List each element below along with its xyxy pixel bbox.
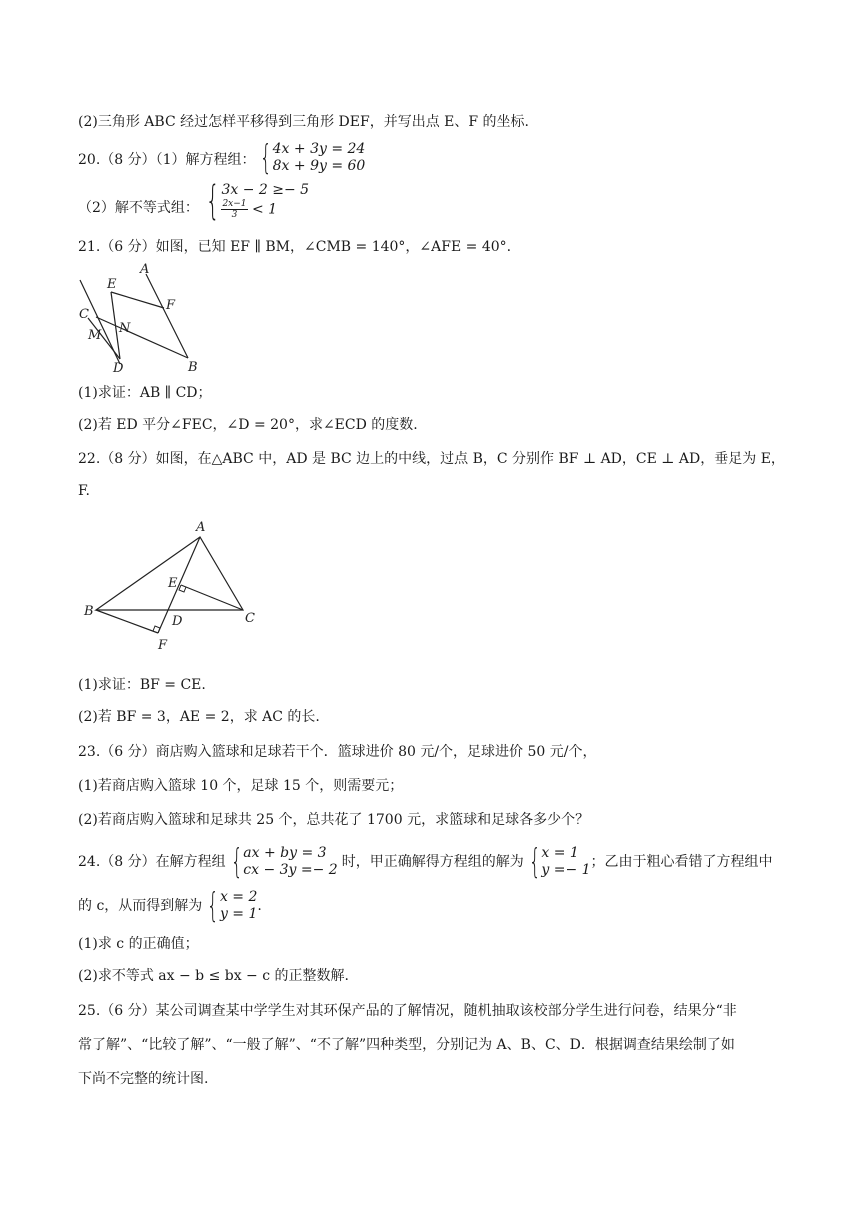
- q24-eq2: cx − 3y =− 2: [243, 862, 338, 878]
- q20-ineq1: 3x − 2 ≥− 5: [221, 182, 310, 198]
- label-D: D: [172, 614, 183, 629]
- q23-1: (1)若商店购入篮球 10 个，足球 15 个，则需要元；: [78, 778, 404, 794]
- label-D: D: [113, 361, 124, 374]
- label-B: B: [188, 360, 198, 374]
- q22-cont: F.: [78, 483, 90, 499]
- label-A: A: [196, 520, 206, 535]
- label-B: B: [84, 604, 94, 619]
- q22-2: (2)若 BF = 3，AE = 2，求 AC 的长.: [78, 709, 320, 725]
- q24-1: (1)求 c 的正确值；: [78, 936, 199, 952]
- q24-line1: [78, 842, 773, 882]
- q20-lead: 20.（8 分）（1）解方程组：: [78, 152, 256, 168]
- line-19-2: (2)三角形 ABC 经过怎样平移得到三角形 DEF，并写出点 E、F 的坐标.: [78, 114, 529, 130]
- q24-tail: ；乙由于粗心看错了方程组中: [590, 854, 773, 870]
- figure-21: [76, 262, 216, 374]
- label-C: C: [79, 307, 89, 322]
- q21-1: (1)求证：AB ∥ CD；: [78, 385, 212, 401]
- q24-sol1a: x = 1: [541, 845, 579, 861]
- q24-line2: [78, 886, 262, 926]
- label-C: C: [245, 611, 255, 626]
- brace: {: [528, 842, 541, 882]
- brace: {: [230, 842, 243, 882]
- q24-sol1b: y =− 1: [541, 862, 591, 878]
- label-E: E: [107, 277, 117, 292]
- q25-cont1: 常了解”、“比较了解”、“一般了解”、“不了解”四种类型，分别记为 A、B、C、D．根据调查结果绘制了如: [78, 1037, 735, 1053]
- q24-sol2b: y = 1: [219, 906, 258, 922]
- q20-system: [255, 138, 366, 178]
- q20-2-lead: （2）解不等式组：: [78, 200, 199, 216]
- q25-text: 25.（6 分）某公司调查某中学学生对其环保产品的了解情况，随机抽取该校部分学生进行问卷，结果分“非: [78, 1003, 737, 1019]
- brace: {: [207, 886, 220, 926]
- label-E: E: [168, 576, 178, 591]
- q21-2: (2)若 ED 平分∠FEC，∠D = 20°，求∠ECD 的度数.: [78, 417, 418, 433]
- q20-eq2: 8x + 9y = 60: [272, 158, 366, 174]
- q23-text: 23.（6 分）商店购入篮球和足球若干个．篮球进价 80 元/个，足球进价 50 元/个，: [78, 744, 597, 760]
- q24-cont-tail: .: [257, 898, 262, 914]
- q21-text: 21.（6 分）如图，已知 EF ∥ BM，∠CMB = 140°，∠AFE = 40°.: [78, 239, 512, 255]
- figure-22: [80, 515, 280, 655]
- label-A: A: [140, 262, 150, 277]
- q22-1: (1)求证：BF = CE.: [78, 677, 206, 693]
- q20-ineq2: $\frac{2x-1}{3}$ < 1: [222, 199, 278, 220]
- label-N: N: [119, 321, 131, 336]
- q24-cont-lead: 的 c，从而得到解为: [78, 898, 203, 914]
- q24-sol2a: x = 2: [219, 889, 258, 905]
- q22-text: 22.（8 分）如图，在△ABC 中，AD 是 BC 边上的中线，过点 B，C 分别作 BF ⊥ AD，CE ⊥ AD，垂足为 E，: [78, 451, 785, 467]
- q24-2: (2)求不等式 ax − b ≤ bx − c 的正整数解.: [78, 968, 349, 984]
- fraction: $\frac{2x-1}{3}$: [222, 199, 247, 220]
- label-F: F: [158, 638, 168, 653]
- q25-cont2: 下尚不完整的统计图.: [78, 1071, 209, 1087]
- q23-2: (2)若商店购入篮球和足球共 25 个，总共花了 1700 元，求篮球和足球各多少个？: [78, 812, 590, 828]
- q20-ineq-system: [200, 178, 310, 224]
- brace: {: [205, 178, 220, 224]
- label-M: M: [88, 328, 102, 343]
- brace: {: [259, 138, 272, 178]
- label-F: F: [166, 298, 176, 313]
- q24-lead: 24.（8 分）在解方程组: [78, 854, 226, 870]
- q24-mid: 时，甲正确解得方程组的解为: [341, 854, 524, 870]
- q24-eq1: ax + by = 3: [243, 845, 327, 861]
- q20-eq1: 4x + 3y = 24: [272, 141, 366, 157]
